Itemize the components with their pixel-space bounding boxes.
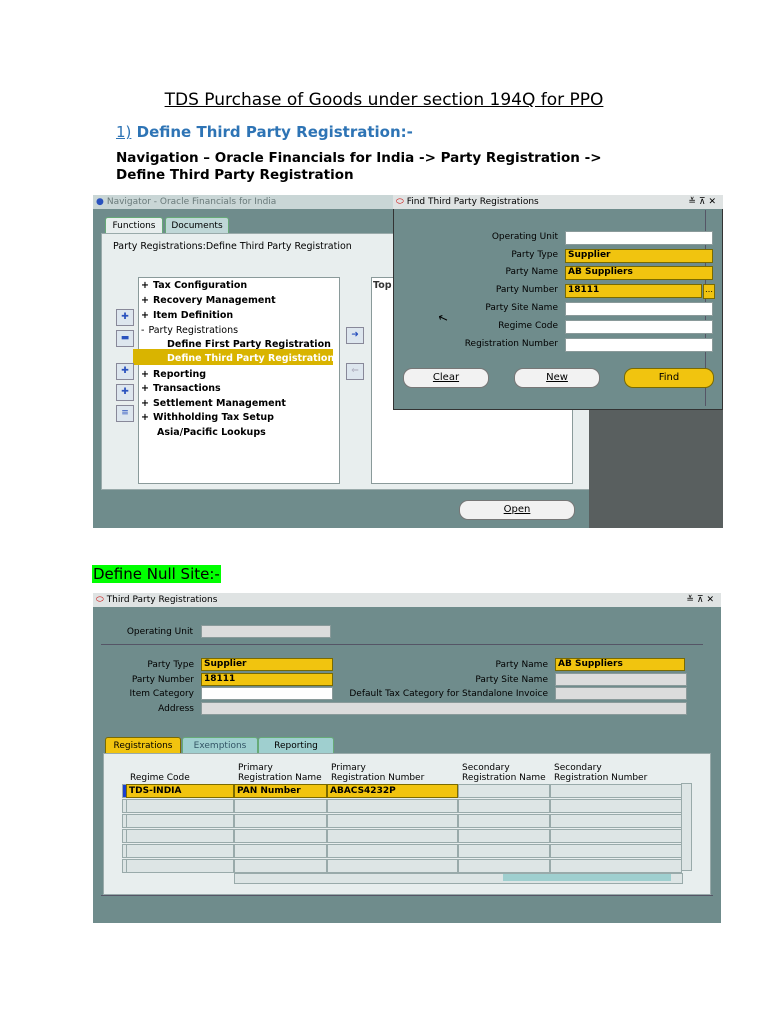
grid-cell[interactable] — [327, 799, 458, 813]
navigator-titlebar — [93, 195, 393, 209]
column-header-line-2: Registration Name — [462, 773, 546, 783]
panel-heading: Party Registrations:Define Third Party Registration — [113, 241, 352, 252]
column-header-line-2: Registration Number — [331, 773, 425, 783]
expand-icon[interactable]: ✚ — [116, 309, 134, 326]
tree-prefix-icon: + — [141, 295, 149, 306]
tree-item[interactable] — [141, 369, 206, 380]
tree-item[interactable] — [141, 295, 276, 306]
tab-registrations[interactable]: Registrations — [105, 737, 181, 754]
oracle-icon: ⬭ — [96, 595, 104, 605]
navigator-screenshot — [93, 195, 723, 528]
open-button-label: Open — [503, 504, 531, 515]
tree-item-label: Tax Configuration — [152, 280, 248, 291]
tree-item[interactable] — [141, 280, 247, 291]
tree-item-label: Transactions — [152, 383, 221, 394]
operating-unit-field[interactable] — [201, 625, 331, 638]
grid-cell[interactable] — [458, 799, 550, 813]
tree-prefix-icon: + — [141, 383, 149, 394]
column-header-line-2: Registration Number — [554, 773, 648, 783]
tpr-titlebar — [93, 593, 721, 607]
grid-cell[interactable] — [550, 814, 682, 828]
party-name-label: Party Name — [495, 660, 548, 670]
horizontal-scroll-thumb[interactable] — [503, 874, 671, 881]
tab-reporting-codes[interactable]: Reporting — [258, 737, 334, 754]
column-header-line-1: Secondary — [462, 763, 510, 773]
expand-all-icon[interactable]: ✚ — [116, 384, 134, 401]
tree-item-label: Recovery Management — [152, 295, 276, 306]
grid-cell[interactable] — [458, 814, 550, 828]
function-tree[interactable] — [138, 277, 340, 484]
address-field[interactable] — [201, 702, 687, 715]
grid-cell[interactable] — [550, 859, 682, 873]
tree-item[interactable] — [141, 383, 221, 394]
column-header — [554, 763, 647, 783]
oracle-icon: ⬭ — [396, 197, 404, 207]
party-site-name-field[interactable] — [555, 673, 687, 686]
find-field-label: Regime Code — [498, 321, 558, 331]
tree-item-label: Party Registrations — [148, 325, 239, 336]
tree-prefix-icon: + — [141, 310, 149, 321]
find-field-value[interactable] — [565, 338, 713, 352]
find-field-value[interactable] — [565, 320, 713, 334]
grid-cell[interactable] — [550, 844, 682, 858]
find-field-value[interactable] — [565, 231, 713, 245]
background-area — [589, 410, 723, 528]
navigator-title: Navigator - Oracle Financials for India — [106, 197, 277, 207]
tree-item[interactable] — [163, 353, 334, 364]
tree-item-label: Define First Party Registration — [167, 339, 331, 350]
find-field-label: Party Name — [505, 267, 558, 277]
step-title: Define Third Party Registration:- — [136, 123, 413, 141]
grid-cell[interactable] — [126, 799, 234, 813]
find-field-label: Registration Number — [464, 339, 558, 349]
column-header — [462, 763, 546, 783]
find-field-label: Party Site Name — [485, 303, 558, 313]
tree-item-label: Asia/Pacific Lookups — [157, 427, 266, 438]
tab-documents[interactable]: Documents — [165, 217, 229, 234]
step-heading — [116, 123, 413, 141]
clear-button[interactable] — [403, 368, 489, 388]
tree-item-label: Settlement Management — [152, 398, 286, 409]
find-title: Find Third Party Registrations — [406, 197, 539, 207]
grid-cell[interactable] — [234, 844, 327, 858]
navigation-line-2: Define Third Party Registration — [116, 167, 354, 183]
grid-cell[interactable] — [458, 784, 550, 798]
party-number-field[interactable]: 18111 — [201, 673, 333, 686]
tab-functions[interactable]: Functions — [105, 217, 163, 234]
tree-item[interactable] — [141, 412, 274, 423]
tree-prefix-icon: + — [141, 398, 149, 409]
grid-cell[interactable] — [327, 859, 458, 873]
grid-cell[interactable] — [234, 799, 327, 813]
expand-branch-icon[interactable]: ✚ — [116, 363, 134, 380]
grid-cell[interactable] — [550, 784, 682, 798]
tree-prefix-icon: + — [141, 412, 149, 423]
tree-prefix-icon: - — [141, 325, 145, 336]
grid-cell[interactable] — [550, 829, 682, 843]
address-label: Address — [158, 704, 194, 714]
lov-button[interactable]: … — [703, 284, 715, 299]
new-button[interactable] — [514, 368, 600, 388]
grid-cell[interactable] — [126, 859, 234, 873]
grid-cell[interactable]: TDS-INDIA — [126, 784, 234, 798]
grid-cell[interactable] — [458, 829, 550, 843]
divider — [101, 895, 713, 896]
find-field-value[interactable]: Supplier — [565, 249, 713, 263]
grid-cell[interactable] — [327, 829, 458, 843]
divider — [101, 644, 703, 645]
grid-cell[interactable] — [234, 829, 327, 843]
new-button-label: New — [546, 372, 568, 383]
collapse-all-icon[interactable]: ≡ — [116, 405, 134, 422]
find-field-label: Party Type — [511, 250, 558, 260]
tree-item[interactable] — [141, 310, 233, 321]
window-controls-icon[interactable]: ≚⊼✕ — [686, 595, 717, 605]
find-titlebar — [393, 195, 723, 209]
grid-cell[interactable] — [234, 814, 327, 828]
tree-item-label: Define Third Party Registration — [167, 353, 335, 364]
open-button[interactable] — [459, 500, 575, 520]
grid-cell[interactable] — [126, 829, 234, 843]
vertical-scrollbar[interactable] — [681, 783, 692, 871]
grid-cell[interactable]: ABACS4232P — [327, 784, 458, 798]
mouse-cursor-icon: ↖ — [435, 309, 451, 327]
tree-item-label: Withholding Tax Setup — [152, 412, 274, 423]
step-number: 1) — [116, 123, 132, 141]
navigation-line-1: Navigation – Oracle Financials for India -> Party Registration -> — [116, 150, 602, 166]
tree-item[interactable] — [141, 325, 238, 336]
party-type-field[interactable]: Supplier — [201, 658, 333, 671]
column-header-line-2: Regime Code — [130, 773, 190, 783]
tree-item[interactable] — [153, 427, 266, 438]
third-party-registrations-screenshot — [93, 593, 721, 923]
grid-cell[interactable] — [234, 859, 327, 873]
default-tax-category-label: Default Tax Category for Standalone Invoice — [349, 689, 548, 699]
item-category-label: Item Category — [129, 689, 194, 699]
find-button-label: Find — [658, 372, 680, 383]
find-field-value[interactable]: AB Suppliers — [565, 266, 713, 280]
party-name-field[interactable]: AB Suppliers — [555, 658, 685, 671]
party-site-name-label: Party Site Name — [475, 675, 548, 685]
grid-cell[interactable] — [458, 844, 550, 858]
null-site-heading: Define Null Site:- — [93, 565, 220, 583]
tree-prefix-icon: + — [141, 280, 149, 291]
item-category-field[interactable] — [201, 687, 333, 700]
grid-cell[interactable] — [327, 814, 458, 828]
operating-unit-label: Operating Unit — [126, 627, 193, 637]
grid-cell[interactable] — [327, 844, 458, 858]
grid-cell[interactable] — [550, 799, 682, 813]
party-number-label: Party Number — [131, 675, 194, 685]
grid-cell[interactable]: PAN Number — [234, 784, 327, 798]
clear-button-label: Clear — [432, 372, 460, 383]
column-header-line-1: Secondary — [554, 763, 602, 773]
tpr-title: Third Party Registrations — [106, 595, 218, 605]
collapse-icon[interactable]: ▬ — [116, 330, 134, 347]
navigation-path — [116, 150, 676, 184]
grid-cell[interactable] — [126, 844, 234, 858]
tree-prefix-icon: + — [141, 369, 149, 380]
tree-item-label: Item Definition — [152, 310, 234, 321]
column-header — [331, 763, 424, 783]
find-field-value[interactable] — [565, 302, 713, 316]
column-header — [130, 763, 190, 783]
grid-cell[interactable] — [126, 814, 234, 828]
find-field-value[interactable]: 18111 — [565, 284, 702, 298]
party-type-label: Party Type — [147, 660, 194, 670]
column-header-line-1 — [130, 763, 190, 773]
find-button[interactable] — [624, 368, 714, 388]
find-field-label: Operating Unit — [491, 232, 558, 242]
top-label: Top — [373, 280, 392, 291]
tree-item-label: Reporting — [152, 369, 207, 380]
add-to-top-arrow-icon[interactable]: ➜ — [346, 327, 364, 344]
tree-item[interactable] — [141, 398, 286, 409]
grid-cell[interactable] — [458, 859, 550, 873]
window-controls-icon[interactable]: ≚⊼✕ — [688, 197, 719, 207]
column-header-line-2: Registration Name — [238, 773, 322, 783]
find-field-label: Party Number — [495, 285, 558, 295]
column-header-line-1: Primary — [238, 763, 273, 773]
column-header-line-1: Primary — [331, 763, 366, 773]
tab-exemptions[interactable]: Exemptions — [182, 737, 258, 754]
document-title: TDS Purchase of Goods under section 194Q for PPO — [164, 90, 604, 110]
column-header — [238, 763, 322, 783]
oracle-icon: ● — [96, 197, 104, 207]
tree-item[interactable] — [163, 339, 331, 350]
default-tax-category-field[interactable] — [555, 687, 687, 700]
remove-arrow-icon[interactable]: ⇐ — [346, 363, 364, 380]
